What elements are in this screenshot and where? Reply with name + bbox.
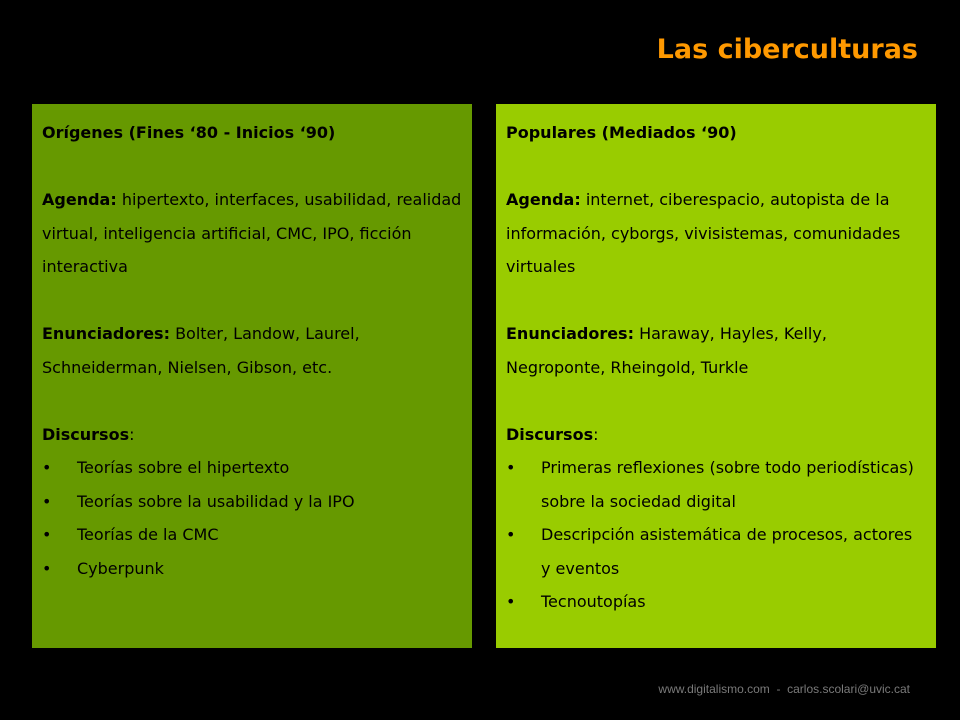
spacer xyxy=(506,384,926,418)
list-item xyxy=(42,451,462,485)
list-item-text: Primeras reflexiones (sobre todo periodísticas) sobre la sociedad digital xyxy=(541,458,914,511)
bullet-icon: • xyxy=(42,558,52,578)
list-item xyxy=(42,518,462,552)
list-item-text: Tecnoutopías xyxy=(541,592,646,611)
list-item xyxy=(42,485,462,519)
origenes-agenda xyxy=(42,183,462,284)
spacer xyxy=(506,150,926,184)
enunciadores-text: Bolter, Landow, Laurel, Schneiderman, Nielsen, Gibson, etc. xyxy=(42,324,360,377)
populares-enunciadores xyxy=(506,317,926,384)
enunciadores-text: Haraway, Hayles, Kelly, Negroponte, Rheingold, Turkle xyxy=(506,324,827,377)
populares-panel xyxy=(496,104,936,648)
spacer xyxy=(506,284,926,318)
bullet-icon: • xyxy=(506,592,516,611)
origenes-discursos xyxy=(42,418,462,452)
list-item-text: Teorías sobre la usabilidad y la IPO xyxy=(77,491,355,511)
origenes-heading: Orígenes (Fines ‘80 - Inicios ‘90) xyxy=(42,123,336,142)
discursos-colon: : xyxy=(129,424,135,444)
populares-agenda xyxy=(506,183,926,284)
list-item xyxy=(506,451,926,518)
origenes-enunciadores xyxy=(42,317,462,384)
enunciadores-label: Enunciadores: xyxy=(42,324,170,343)
list-item-text: Teorías sobre el hipertexto xyxy=(77,458,290,477)
bullet-icon: • xyxy=(42,525,52,544)
bullet-icon: • xyxy=(506,458,516,477)
list-item xyxy=(506,585,926,619)
list-item-text: Descripción asistemática de procesos, actores y eventos xyxy=(541,525,913,578)
origenes-panel xyxy=(32,104,472,648)
spacer xyxy=(42,384,462,418)
spacer xyxy=(42,284,462,318)
agenda-text: internet, ciberespacio, autopista de la información, cyborgs, vivisistemas, comunidades virtuales xyxy=(506,190,901,276)
footer-contact: www.digitalismo.com - carlos.scolari@uvic.cat xyxy=(658,682,910,696)
discursos-label: Discursos xyxy=(42,424,130,444)
list-item-text: Teorías de la CMC xyxy=(77,525,219,544)
discursos-label: Discursos xyxy=(506,424,594,444)
populares-discursos xyxy=(506,418,926,452)
populares-heading: Populares (Mediados ‘90) xyxy=(506,123,737,142)
list-item xyxy=(506,518,926,585)
list-item xyxy=(42,552,462,586)
slide-title: Las ciberculturas xyxy=(656,34,918,65)
origenes-discursos-list xyxy=(42,451,462,585)
populares-discursos-list xyxy=(506,451,926,619)
bullet-icon: • xyxy=(42,491,52,511)
agenda-label: Agenda: xyxy=(42,190,117,209)
list-item-text: Cyberpunk xyxy=(77,558,164,578)
spacer xyxy=(42,150,462,184)
bullet-icon: • xyxy=(506,525,516,544)
discursos-colon: : xyxy=(593,424,599,444)
agenda-label: Agenda: xyxy=(506,190,581,209)
bullet-icon: • xyxy=(42,458,52,477)
enunciadores-label: Enunciadores: xyxy=(506,324,634,343)
agenda-text: hipertexto, interfaces, usabilidad, realidad virtual, inteligencia artificial, CMC, IPO, ficción interactiva xyxy=(42,190,462,276)
